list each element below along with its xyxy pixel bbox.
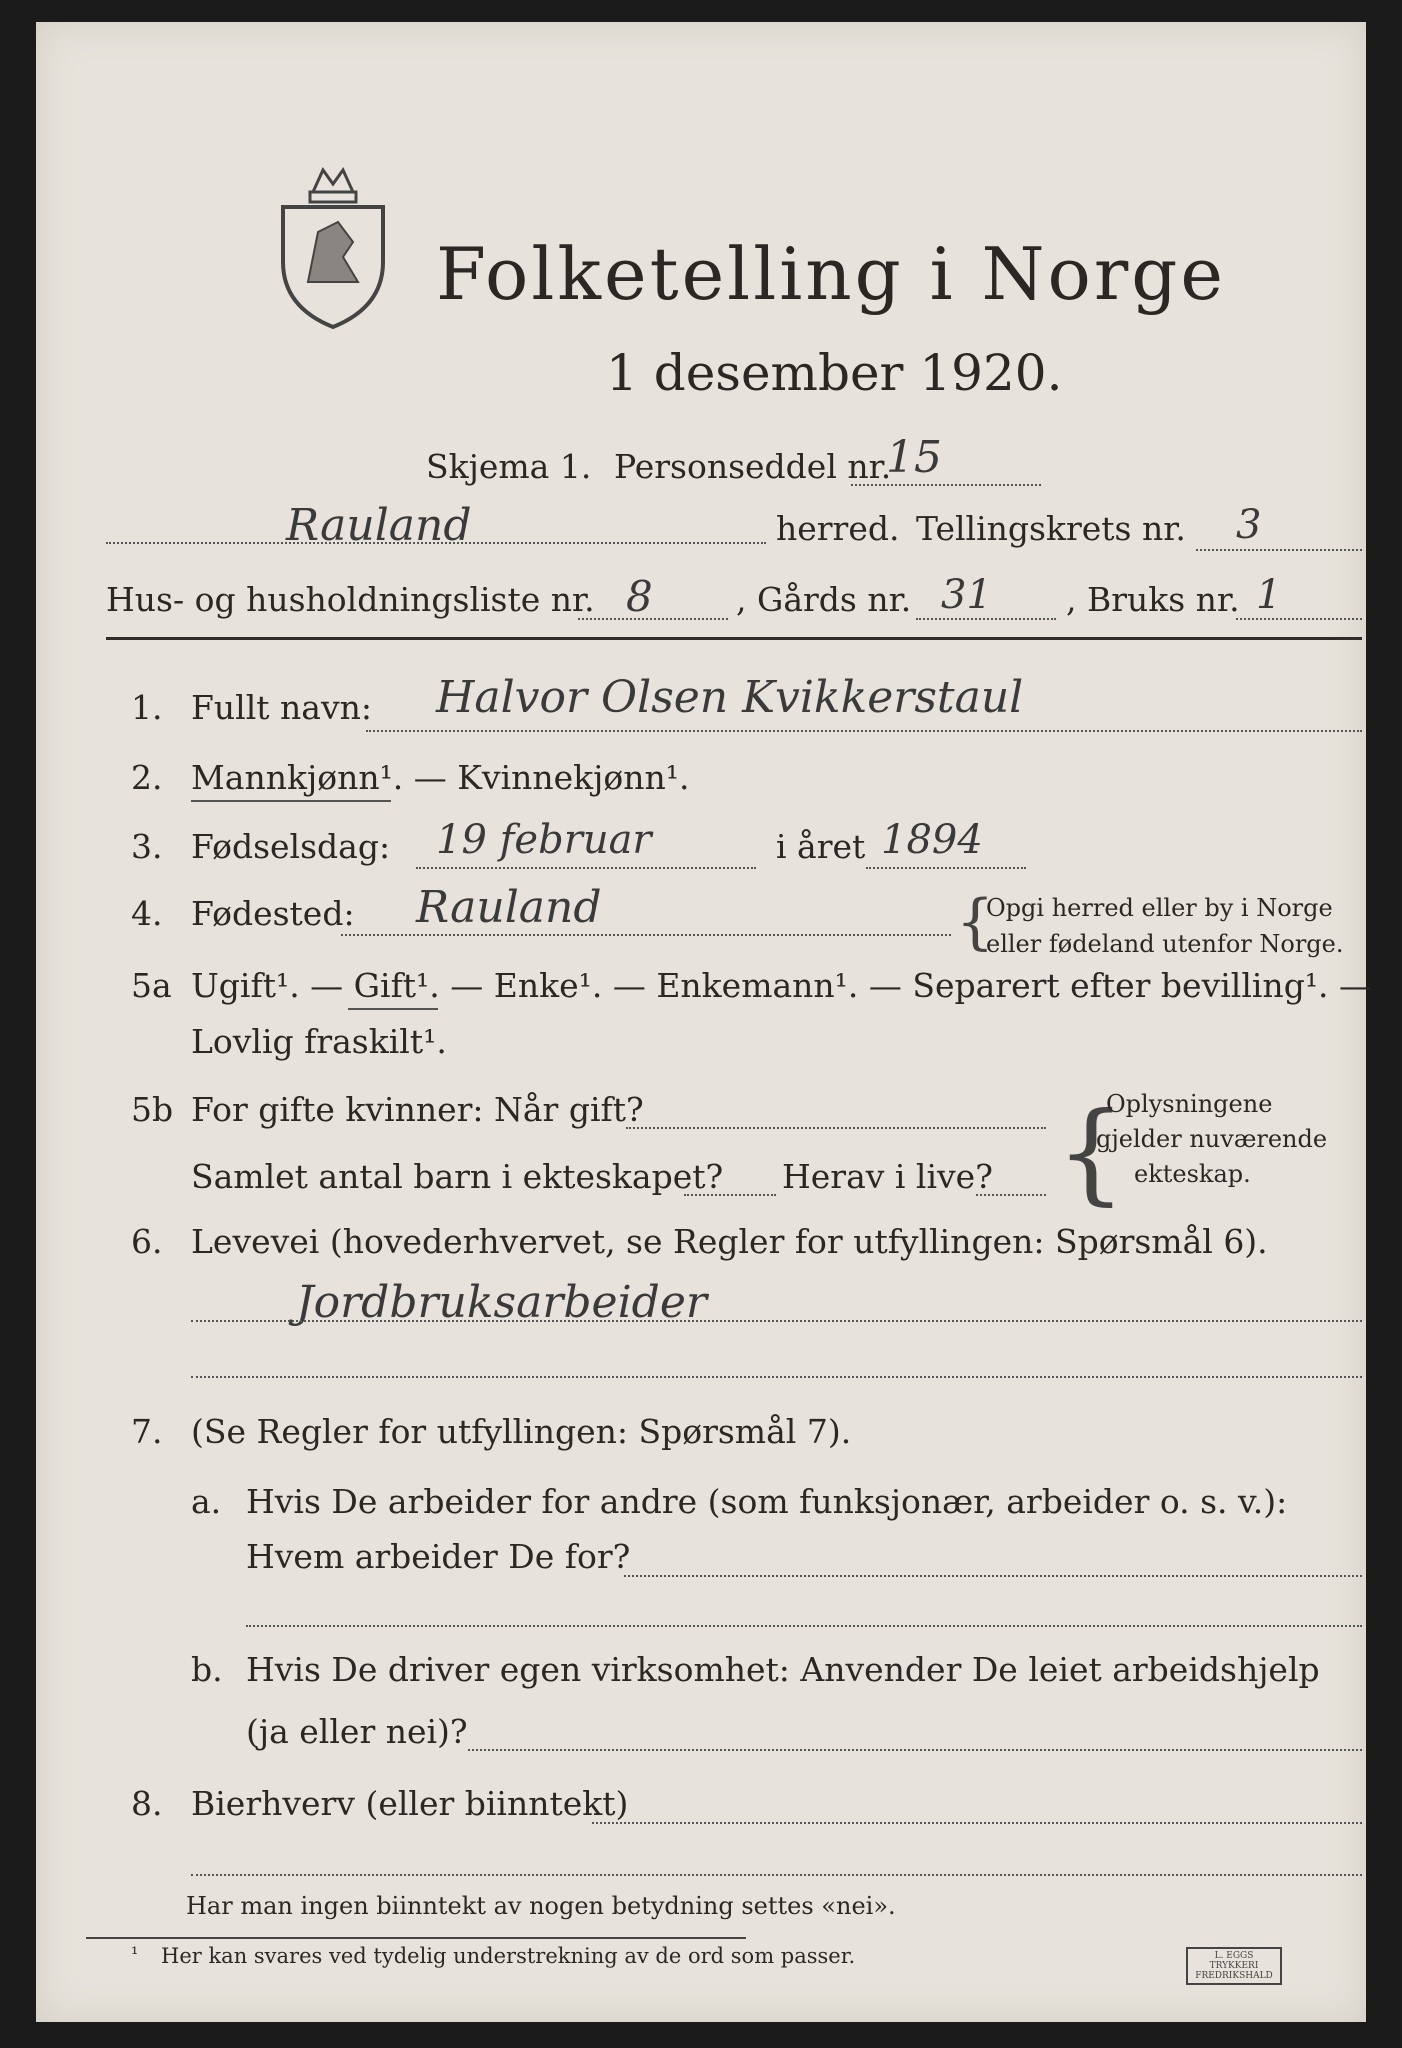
bruks-value[interactable]: 1: [1256, 572, 1282, 618]
q8-number: 8.: [131, 1784, 163, 1823]
bruks-label: , Bruks nr.: [1066, 580, 1240, 619]
form-title: Folketelling i Norge: [436, 232, 1226, 316]
coat-of-arms-icon: [268, 162, 398, 332]
q6-line-2: [191, 1376, 1362, 1378]
footnote-mark: ¹: [131, 1944, 139, 1965]
herred-value[interactable]: Rauland: [286, 500, 472, 551]
q5b-line-2a: Samlet antal barn i ekteskapet?: [191, 1157, 724, 1196]
herred-label: herred.: [776, 509, 900, 548]
printer-stamp: L. EGGS TRYKKERI FREDRIKSHALD: [1186, 1947, 1282, 1985]
husliste-value[interactable]: 8: [626, 572, 653, 621]
q5a-line-1: Ugift¹. — Gift¹. — Enke¹. — Enkemann¹. — Separert efter bevilling¹. —: [191, 966, 1373, 1005]
birthplace-value[interactable]: Rauland: [416, 882, 602, 933]
q5b-note-2: gjelder nuværende: [1096, 1125, 1328, 1153]
q7b-answer-line[interactable]: [468, 1749, 1362, 1751]
q5b-note-3: ekteskap.: [1134, 1160, 1251, 1188]
q7a-answer-line[interactable]: [624, 1575, 1362, 1577]
gards-line: [916, 618, 1056, 620]
q2-label: Mannkjønn¹. — Kvinnekjønn¹.: [191, 758, 690, 797]
occupation-value[interactable]: Jordbruksarbeider: [296, 1277, 707, 1328]
q7a-letter: a.: [191, 1482, 222, 1521]
header-divider: [106, 637, 1362, 640]
biinntekt-note: Har man ingen biinntekt av nogen betydning settes «nei».: [186, 1892, 896, 1920]
footnote-text: Her kan svares ved tydelig understrekning av de ord som passer.: [161, 1944, 856, 1968]
q5b-number: 5b: [131, 1090, 174, 1129]
q3-number: 3.: [131, 827, 163, 866]
q6-number: 6.: [131, 1222, 163, 1261]
q4-label: Fødested:: [191, 894, 355, 933]
gards-value[interactable]: 31: [941, 572, 992, 618]
q5b-alive-line: [976, 1194, 1046, 1196]
q7b-line-2: (ja eller nei)?: [246, 1712, 468, 1751]
personseddel-value[interactable]: 15: [886, 432, 942, 483]
q7a-line-2: Hvem arbeider De for?: [246, 1537, 631, 1576]
q4-brace: {: [956, 887, 995, 957]
footnote-divider: [86, 1937, 746, 1939]
q5b-brace: {: [1056, 1088, 1126, 1216]
husliste-line: [578, 618, 728, 620]
q5a-line-2: Lovlig fraskilt¹.: [191, 1022, 447, 1061]
q3-label: Fødselsdag:: [191, 827, 391, 866]
q7-number: 7.: [131, 1412, 163, 1451]
q2-number: 2.: [131, 758, 163, 797]
q8-answer-line[interactable]: [592, 1822, 1362, 1824]
q3-year-label: i året: [776, 827, 866, 866]
skjema-label: Skjema 1.: [426, 447, 592, 486]
q4-note-2: eller fødeland utenfor Norge.: [986, 930, 1344, 958]
q5b-note-1: Oplysningene: [1106, 1090, 1273, 1118]
mannkjonn-underline: [191, 800, 391, 802]
tellingskrets-value[interactable]: 3: [1236, 502, 1262, 548]
q4-number: 4.: [131, 894, 163, 933]
full-name-value[interactable]: Halvor Olsen Kvikkerstaul: [436, 672, 1024, 723]
personseddel-label: Personseddel nr.: [614, 447, 892, 486]
q5a-number: 5a: [131, 966, 172, 1005]
q1-number: 1.: [131, 688, 163, 727]
q7a-answer-line-2[interactable]: [246, 1625, 1362, 1627]
tellingskrets-label: Tellingskrets nr.: [916, 509, 1186, 548]
census-date: 1 desember 1920.: [606, 344, 1063, 402]
q7b-line-1: Hvis De driver egen virksomhet: Anvender De leiet arbeidshjelp: [246, 1650, 1320, 1689]
tellingskrets-line: [1196, 549, 1362, 551]
gift-underline: [348, 1008, 438, 1010]
birth-year-value[interactable]: 1894: [881, 817, 983, 863]
gards-label: , Gårds nr.: [736, 580, 912, 619]
husliste-label: Hus- og husholdningsliste nr.: [106, 580, 595, 619]
q3-date-line: [416, 867, 756, 869]
birthday-value[interactable]: 19 februar: [436, 817, 652, 863]
q7b-letter: b.: [191, 1650, 223, 1689]
q1-line: [366, 730, 1362, 732]
q5b-children-line: [684, 1194, 776, 1196]
q4-note-1: Opgi herred eller by i Norge: [986, 894, 1333, 922]
q8-label: Bierhverv (eller biinntekt): [191, 1784, 629, 1823]
q6-label: Levevei (hovederhvervet, se Regler for utfyllingen: Spørsmål 6).: [191, 1222, 1268, 1261]
q3-year-line: [866, 867, 1026, 869]
q5b-line-1: For gifte kvinner: Når gift?: [191, 1090, 644, 1129]
q6-line-1: [191, 1320, 1362, 1322]
personseddel-line: [851, 484, 1041, 486]
census-form-page: [36, 22, 1373, 2022]
q7-label: (Se Regler for utfyllingen: Spørsmål 7).: [191, 1412, 852, 1451]
q7a-line-1: Hvis De arbeider for andre (som funksjonær, arbeider o. s. v.):: [246, 1482, 1288, 1521]
q8-answer-line-2[interactable]: [191, 1874, 1362, 1876]
q4-line: [341, 934, 951, 936]
q1-label: Fullt navn:: [191, 688, 372, 727]
q5b-married-line: [626, 1127, 1046, 1129]
bruks-line: [1236, 618, 1362, 620]
q5b-line-2b: Herav i live?: [782, 1157, 993, 1196]
